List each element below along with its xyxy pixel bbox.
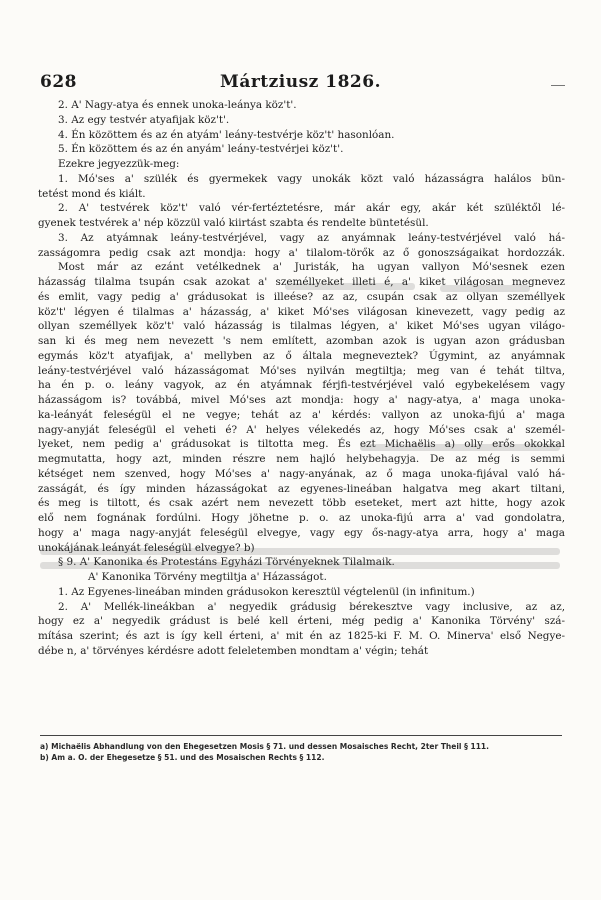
page-header bbox=[0, 72, 601, 96]
text-line: házasságom is? továbbá, mivel Mó'ses azt mondja: hogy a' nagy-atya, a' maga unoka- bbox=[38, 394, 565, 406]
text-line: hogy a' maga nagy-anyját feleségül elvegye, vagy egy ős-nagy-atya arra, hogy a' maga bbox=[38, 526, 565, 539]
footnote-rule bbox=[40, 735, 562, 736]
text-line: débe n, a' törvényes kérdésre adott feleletemben mondtam a' végin; tehát bbox=[38, 644, 429, 657]
text-line: zasságát, és így minden házasságokat az egyenes-lineában halgatva meg akart tiltani, bbox=[38, 482, 565, 495]
text-line: megmutatta, hogy azt, minden részre nem hajló helybehagyja. De az még is semmi bbox=[38, 453, 565, 465]
text-line: Most már az ezánt vetélkednek a' Juristák, ha ugyan vallyon Mó'sesnek ezen bbox=[58, 261, 565, 274]
subsection-heading: A' Kanonika Törvény megtiltja a' Házasságot. bbox=[88, 571, 327, 583]
text-line: zasságomra pedig csak azt mondja: hogy a' tilalom-törők az ő gonoszságaikat hordozzák. bbox=[38, 246, 565, 259]
text-line: 3. Az atyámnak leány-testvérjével, vagy az anyámnak leány-testvérjével való há- bbox=[58, 231, 565, 244]
page-number: 628 bbox=[40, 72, 77, 92]
text-line: 5. Én közöttem és az én anyám' leány-testvérjei köz't'. bbox=[58, 143, 344, 156]
text-line: 3. Az egy testvér atyafijak köz't'. bbox=[58, 113, 230, 126]
text-line: 4. Én közöttem és az én atyám' leány-testvérje köz't' hasonlóan. bbox=[58, 128, 395, 141]
text-line: Ezekre jegyezzük-meg: bbox=[58, 158, 180, 170]
text-line: ollyan személlyek köz't' való házasság is tilalmas légyen, a' kiket Mó'ses ugyan világo- bbox=[38, 320, 565, 333]
text-line: 2. A' Nagy-atya és ennek unoka-leánya köz't'. bbox=[58, 99, 297, 111]
scan-smudge bbox=[440, 285, 530, 292]
scan-smudge bbox=[285, 283, 415, 290]
text-line: 2. A' testvérek köz't' való vér-fertéztetésre, már akár egy, akár két szüléktől lé- bbox=[58, 202, 565, 215]
text-line: tetést mond és kiált. bbox=[38, 187, 146, 200]
footnotes bbox=[40, 741, 562, 763]
scan-smudge bbox=[360, 444, 560, 451]
text-line: egymás köz't atyafijak, a' mellyben az ő általa megneveztek? Úgymint, az anyámnak bbox=[38, 349, 565, 362]
running-title: Mártziusz 1826. bbox=[220, 72, 381, 92]
text-line: 1. Az Egyenes-lineában minden grádusokon keresztül végtelenül (in infinitum.) bbox=[58, 585, 475, 598]
text-line: 1. Mó'ses a' szülék és gyermekek vagy unokák közt való házasságra halálos bün- bbox=[58, 172, 565, 185]
text-line: ka-leányát feleségül el ne vegye; tehát az a' kérdés: vallyon az unoka-fijú a' maga bbox=[38, 408, 565, 421]
section-heading: § 9. A' Kanonika és Protestáns Egyházi Törvényeknek Tilalmaik. bbox=[58, 556, 395, 569]
text-line: és emlit, vagy pedig a' grádusokat is illeése? az az, csupán csak az ollyan személlyek bbox=[38, 290, 565, 303]
text-line: 2. A' Mellék-lineákban a' negyedik grádusig bérekesztve vagy inclusive, az az, bbox=[58, 600, 565, 613]
text-line: mítása szerint; és azt is így kell érteni, a' mit én az 1825-ki F. M. O. Minerva' első Negye- bbox=[38, 630, 565, 642]
text-line: ha én p. o. leány vagyok, az én atyámnak férjfi-testvérjével való egybekelésem vagy bbox=[38, 379, 565, 392]
text-line: san ki és meg nem nevezett 's nem említett, azomban azok is ugyan azon grádusban bbox=[38, 335, 565, 347]
text-line: kétséget nem szenved, hogy Mó'ses a' nagy-anyának, az ő maga unoka-fijával való há- bbox=[38, 467, 565, 480]
text-line: elő nem fognának fordúlni. Hogy jöhetne p. o. az unoka-fijú arra a' vad gondolatra, bbox=[38, 512, 565, 524]
footnote: b) Am a. O. der Ehegesetze § 51. und des Mosaischen Rechts § 112. bbox=[40, 753, 325, 762]
text-line: leány-testvérjével való házasságomat Mó'ses nyilván megtiltja; meg van é tehát tiltva, bbox=[38, 364, 565, 377]
scan-smudge bbox=[40, 562, 560, 569]
scan-smudge bbox=[40, 548, 560, 555]
text-line: házasság tilalma tsupán csak azokat a' személlyeket illeti é, a' kiket világosan megnevez bbox=[38, 276, 565, 288]
text-line: köz't' légyen é tilalmas a' házasság, a' kiket Mó'ses világosan kinevezett, vagy pedig az bbox=[38, 305, 565, 318]
text-line: gyenek testvérek a' nép közzül való kiirtást szabta és rendelte büntetésül. bbox=[38, 217, 429, 229]
text-line: hogy ez a' negyedik grádust is belé kell érteni, még pedig a' Kanonika Törvény' szá- bbox=[38, 615, 565, 628]
text-line: és meg is tiltott, és csak azért nem nevezett több eseteket, mert azt hitte, hogy azok bbox=[38, 497, 565, 510]
text-line: nagy-anyját feleségül el veheti é? A' helyes vélekedés az, hogy Mó'ses csak a' személ- bbox=[38, 423, 565, 436]
header-dash bbox=[551, 85, 565, 86]
body-text bbox=[38, 98, 565, 659]
footnote: a) Michaëlis Abhandlung von den Ehegesetzen Mosis § 71. und dessen Mosaisches Recht, 2ter Theil § 111. bbox=[40, 742, 489, 751]
text-line: lyeket, nem pedig a' grádusokat is tiltotta meg. És ezt Michaëlis a) olly erős okokkal bbox=[38, 438, 565, 451]
text-line: unokájának leányát feleségül elvegye? b) bbox=[38, 541, 255, 554]
